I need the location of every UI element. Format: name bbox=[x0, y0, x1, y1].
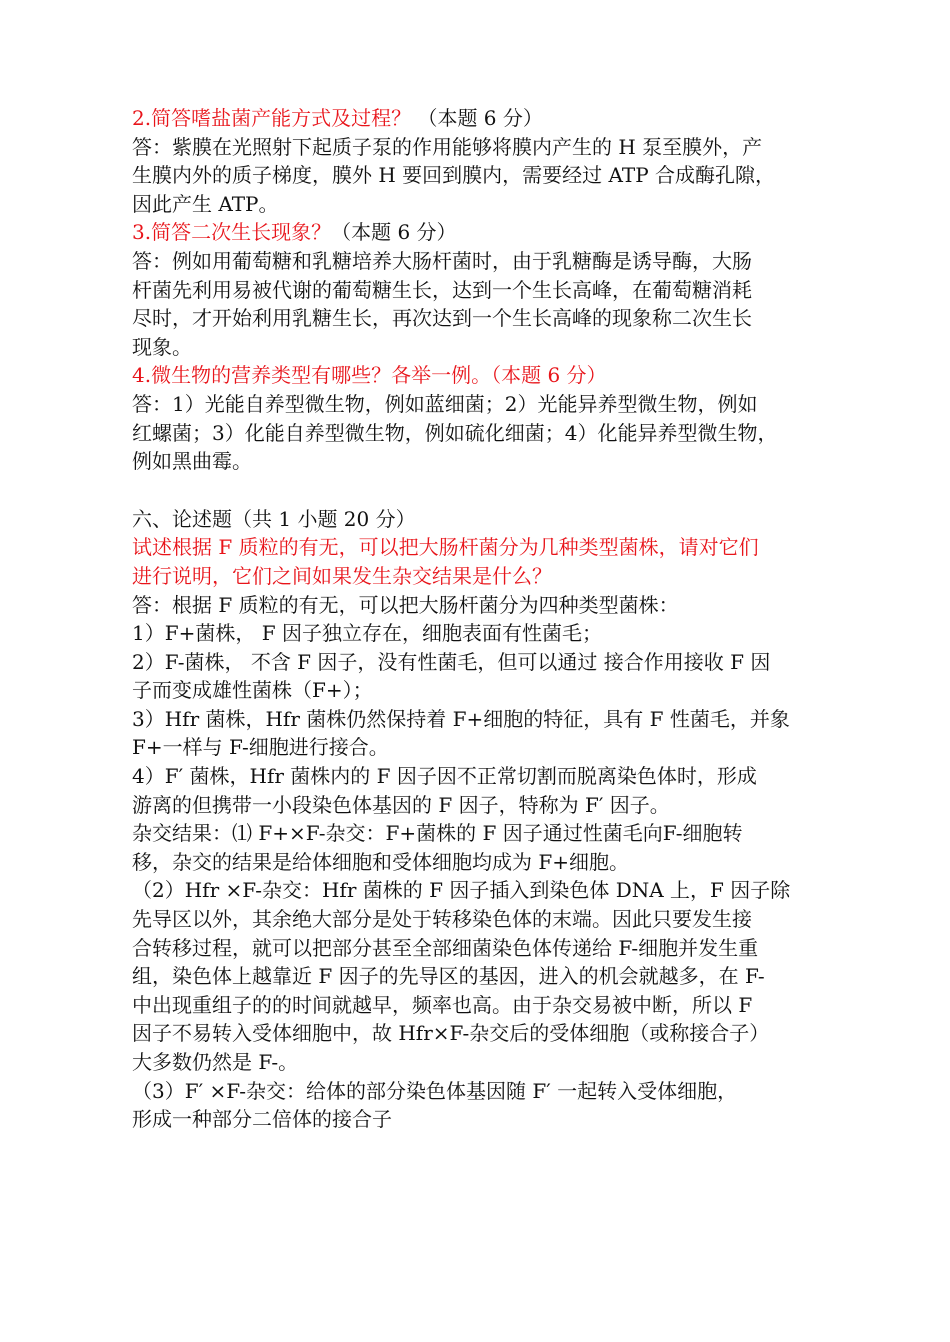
question-title: 4.微生物的营养类型有哪些？各举一例。（本题 6 分） bbox=[132, 363, 607, 388]
text-line: 4）F′ 菌株，Hfr 菌株内的 F 因子因不正常切割而脱离染色体时，形成 bbox=[132, 764, 757, 789]
question-score: （本题 6 分） bbox=[331, 220, 457, 245]
document-page bbox=[132, 104, 832, 1134]
text-line: 例如黑曲霉。 bbox=[132, 449, 252, 474]
text-line: （2）Hfr ×F-杂交：Hfr 菌株的 F 因子插入到染色体 DNA 上，F 因子除 bbox=[132, 878, 791, 903]
question-title: 3.简答二次生长现象？ bbox=[132, 220, 332, 245]
section-heading: 六、论述题（共 1 小题 20 分） bbox=[132, 506, 416, 531]
text-line: 形成一种部分二倍体的接合子 bbox=[132, 1107, 392, 1132]
text-line: 红螺菌；3）化能自养型微生物，例如硫化细菌；4）化能异养型微生物， bbox=[132, 420, 778, 445]
text-line: 1）F+菌株， F 因子独立存在，细胞表面有性菌毛； bbox=[132, 621, 602, 646]
text-line: 因此产生 ATP。 bbox=[132, 191, 279, 216]
text-line: F+一样与 F-细胞进行接合。 bbox=[132, 735, 389, 760]
text-line: 杂交结果：⑴ F+×F-杂交：F+菌株的 F 因子通过性菌毛向F-细胞转 bbox=[132, 821, 743, 846]
question-title: 2.简答嗜盐菌产能方式及过程？ bbox=[132, 106, 412, 130]
essay-answer bbox=[132, 591, 832, 1134]
section-essay bbox=[132, 505, 832, 1134]
text-line: 中出现重组子的的时间就越早，频率也高。由于杂交易被中断，所以 F bbox=[132, 992, 753, 1017]
text-line: 游离的但携带一小段染色体基因的 F 因子，特称为 F′ 因子。 bbox=[132, 792, 670, 817]
question-2 bbox=[132, 104, 832, 218]
question-title-line bbox=[132, 218, 832, 247]
essay-question bbox=[132, 533, 832, 590]
text-line: 移，杂交的结果是给体细胞和受体细胞均成为 F+细胞。 bbox=[132, 849, 629, 874]
text-line: 生膜内外的质子梯度，膜外 H 要回到膜内，需要经过 ATP 合成酶孔隙， bbox=[132, 163, 776, 188]
text-line: 现象。 bbox=[132, 334, 192, 359]
text-line: 尽时，才开始利用乳糖生长，再次达到一个生长高峰的现象称二次生长 bbox=[132, 306, 752, 331]
text-line: 因子不易转入受体细胞中，故 Hfr×F-杂交后的受体细胞（或称接合子） bbox=[132, 1021, 770, 1046]
text-line: 答：根据 F 质粒的有无，可以把大肠杆菌分为四种类型菌株： bbox=[132, 592, 679, 617]
question-score: （本题 6 分） bbox=[417, 106, 543, 130]
text-line: 大多数仍然是 F-。 bbox=[132, 1050, 299, 1074]
text-line: 组，染色体上越靠近 F 因子的先导区的基因，进入的机会就越多，在 F- bbox=[132, 964, 765, 989]
text-line: 子而变成雄性菌株（F+）； bbox=[132, 678, 373, 703]
question-title-line bbox=[132, 104, 832, 133]
answer-text bbox=[132, 390, 832, 476]
text-line: 答：1）光能自养型微生物，例如蓝细菌；2）光能异养型微生物，例如 bbox=[132, 391, 758, 416]
text-line: 合转移过程，就可以把部分甚至全部细菌染色体传递给 F-细胞并发生重 bbox=[132, 935, 759, 960]
text-line: 2）F-菌株， 不含 F 因子，没有性菌毛，但可以通过 接合作用接收 F 因 bbox=[132, 649, 771, 674]
text-line: 答：紫膜在光照射下起质子泵的作用能够将膜内产生的 H 泵至膜外，产 bbox=[132, 134, 763, 159]
answer-text bbox=[132, 247, 832, 361]
question-3 bbox=[132, 218, 832, 361]
answer-text bbox=[132, 133, 832, 219]
text-line: 答：例如用葡萄糖和乳糖培养大肠杆菌时，由于乳糖酶是诱导酶，大肠 bbox=[132, 248, 752, 273]
text-line: 先导区以外，其余绝大部分是处于转移染色体的末端。因此只要发生接 bbox=[132, 907, 752, 932]
text-line: （3）F′ ×F-杂交：给体的部分染色体基因随 F′ 一起转入受体细胞， bbox=[132, 1078, 738, 1103]
question-4 bbox=[132, 361, 832, 475]
text-line: 3）Hfr 菌株，Hfr 菌株仍然保持着 F+细胞的特征，具有 F 性菌毛，并象 bbox=[132, 706, 790, 731]
text-line: 杆菌先利用易被代谢的葡萄糖生长，达到一个生长高峰，在葡萄糖消耗 bbox=[132, 277, 752, 302]
text-line: 试述根据 F 质粒的有无，可以把大肠杆菌分为几种类型菌株，请对它们 bbox=[132, 535, 759, 560]
text-line: 进行说明，它们之间如果发生杂交结果是什么？ bbox=[132, 563, 552, 588]
